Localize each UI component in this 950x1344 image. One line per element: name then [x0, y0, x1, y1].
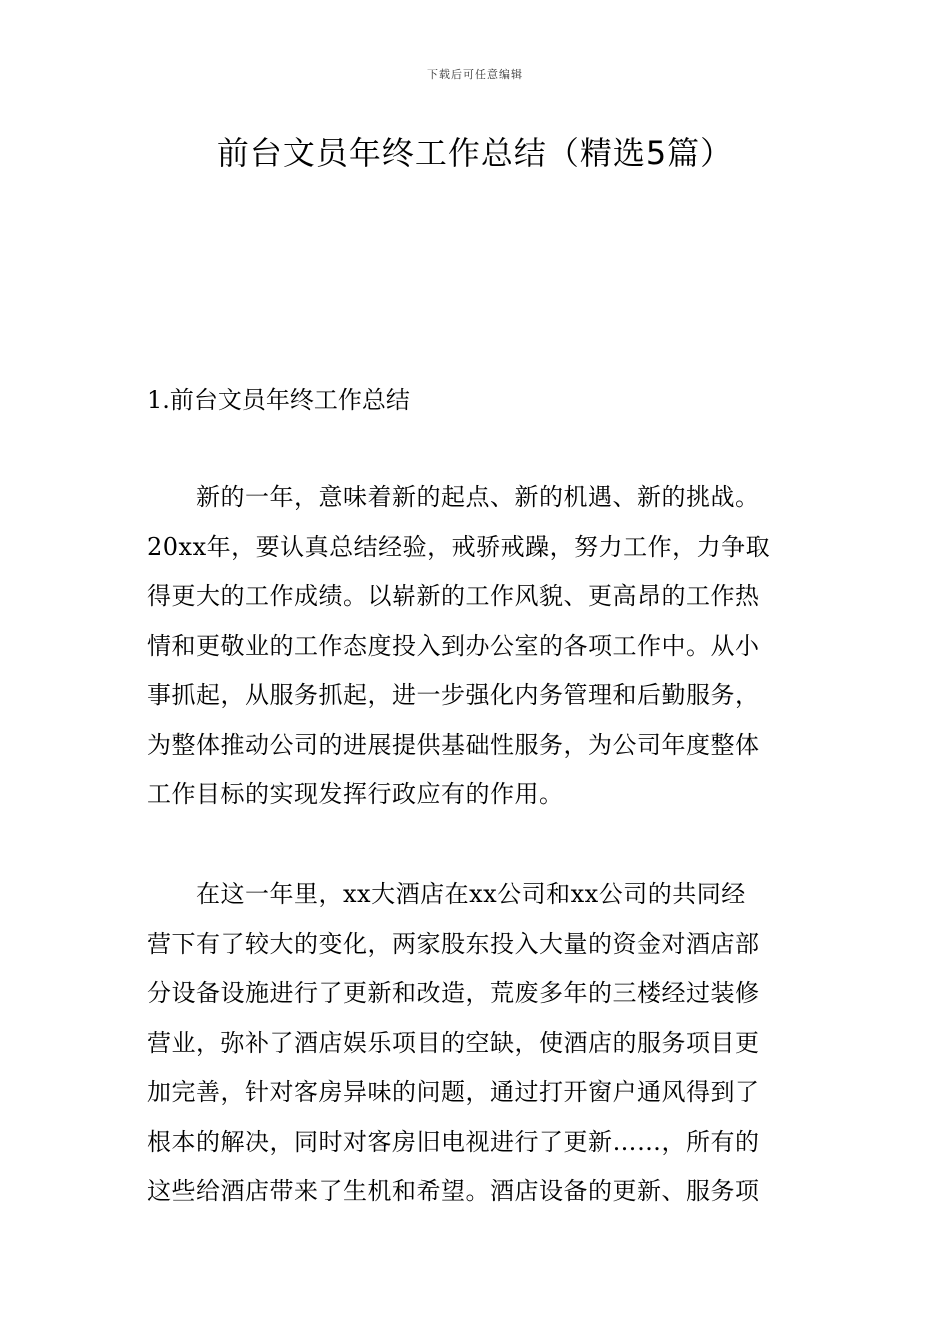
paragraph-1: [147, 473, 837, 820]
paragraph-line: 工作目标的实现发挥行政应有的作用。: [147, 780, 564, 808]
paragraph-line: 得更大的工作成绩。以崭新的工作风貌、更高昂的工作热: [147, 582, 760, 610]
paragraph-line: 事抓起，从服务抓起，进一步强化内务管理和后勤服务，: [147, 681, 760, 709]
header-note: 下载后可任意编辑: [427, 68, 523, 81]
paragraph-line: 情和更敬业的工作态度投入到办公室的各项工作中。从小: [147, 631, 760, 660]
paragraph-line: 为整体推动公司的进展提供基础性服务，为公司年度整体: [147, 730, 760, 759]
paragraph-line: 新的一年，意味着新的起点、新的机遇、新的挑战。: [147, 483, 760, 511]
document-title: 前台文员年终工作总结（精选5篇）: [216, 134, 734, 172]
paragraph-2: [147, 870, 837, 1217]
paragraph-line: 这些给酒店带来了生机和希望。酒店设备的更新、服务项: [147, 1177, 760, 1205]
paragraph-line: 营业，弥补了酒店娱乐项目的空缺，使酒店的服务项目更: [147, 1028, 760, 1057]
section-heading: 1.前台文员年终工作总结: [147, 386, 410, 414]
paragraph-line: 在这一年里，xx大酒店在xx公司和xx公司的共同经: [147, 880, 746, 908]
paragraph-line: 加完善，针对客房异味的问题，通过打开窗户通风得到了: [147, 1078, 760, 1106]
paragraph-line: 营下有了较大的变化，两家股东投入大量的资金对酒店部: [147, 929, 760, 958]
paragraph-line: 根本的解决，同时对客房旧电视进行了更新……，所有的: [147, 1127, 760, 1156]
paragraph-line: 分设备设施进行了更新和改造，荒废多年的三楼经过装修: [147, 979, 760, 1007]
paragraph-line: 20xx年，要认真总结经验，戒骄戒躁，努力工作，力争取: [147, 532, 771, 561]
